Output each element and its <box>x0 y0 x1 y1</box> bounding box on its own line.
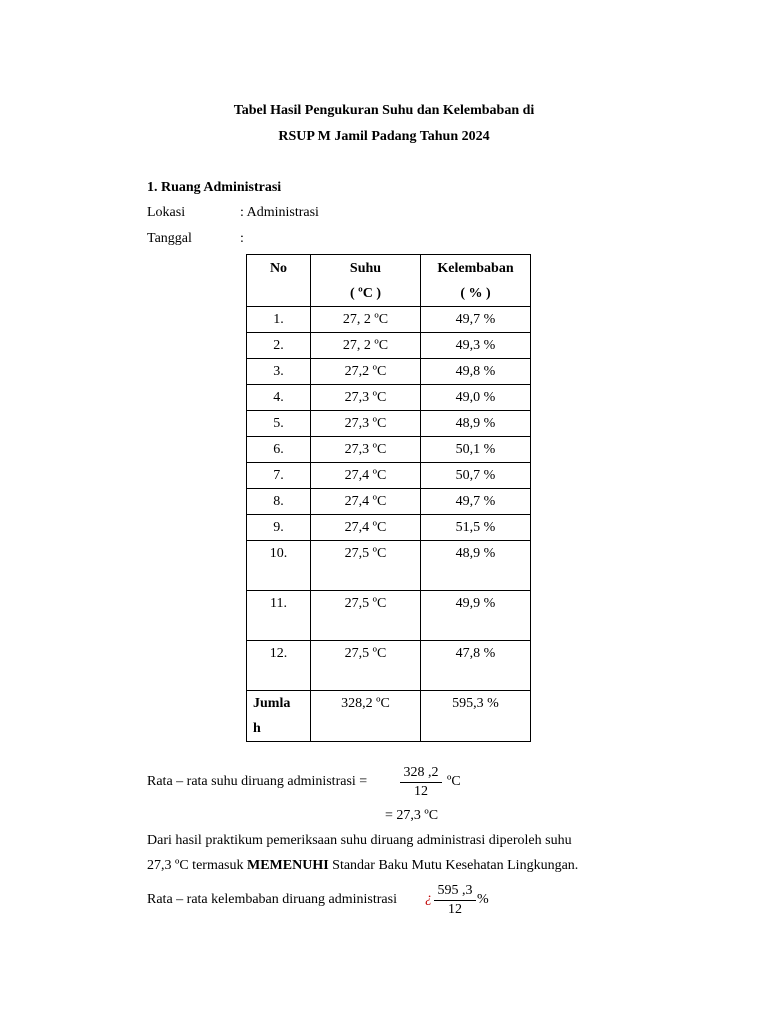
cell-kelembaban: 48,9 % <box>421 411 531 437</box>
table-total-row <box>247 691 531 742</box>
tanggal-label: Tanggal <box>147 231 192 246</box>
table-row <box>247 385 531 411</box>
avg-suhu-denominator: 12 <box>414 784 428 799</box>
table-row <box>247 437 531 463</box>
avg-suhu-result: = 27,3 ºC <box>385 808 439 823</box>
conclusion-status: MEMENUHI <box>247 858 329 873</box>
cell-no: 12. <box>247 641 311 691</box>
cell-kelembaban: 51,5 % <box>421 515 531 541</box>
cell-suhu: 27,3 ºC <box>311 385 421 411</box>
header-kelembaban: Kelembaban ( % ) <box>421 255 531 307</box>
avg-kelembaban-unit: % <box>477 892 489 907</box>
table-row <box>247 489 531 515</box>
avg-suhu-numerator: 328 ,2 <box>403 765 439 780</box>
cell-kelembaban: 50,7 % <box>421 463 531 489</box>
avg-kelembaban-label: Rata – rata kelembaban diruang administrasi <box>147 892 397 907</box>
measurement-table <box>246 254 531 742</box>
document-title-line2: RSUP M Jamil Padang Tahun 2024 <box>278 129 490 144</box>
avg-suhu-unit: ºC <box>447 774 461 789</box>
fraction-bar <box>400 782 442 783</box>
cell-kelembaban: 47,8 % <box>421 641 531 691</box>
avg-kelembaban-fraction <box>434 883 476 918</box>
avg-suhu-label: Rata – rata suhu diruang administrasi = <box>147 774 368 789</box>
cell-total-suhu: 328,2 ºC <box>311 691 421 742</box>
avg-kelembaban-denominator: 12 <box>448 902 462 917</box>
header-no: No <box>247 255 311 307</box>
section-heading: 1. Ruang Administrasi <box>147 180 282 195</box>
cell-kelembaban: 50,1 % <box>421 437 531 463</box>
cell-suhu: 27,4 ºC <box>311 489 421 515</box>
document-title-line1: Tabel Hasil Pengukuran Suhu dan Kelembaban di <box>233 103 535 118</box>
cell-suhu: 27,2 ºC <box>311 359 421 385</box>
cell-no: 4. <box>247 385 311 411</box>
conclusion-line1: Dari hasil praktikum pemeriksaan suhu diruang administrasi diperoleh suhu <box>147 833 572 848</box>
lokasi-value: : Administrasi <box>240 205 319 220</box>
cell-kelembaban: 49,7 % <box>421 489 531 515</box>
table-row <box>247 541 531 591</box>
cell-kelembaban: 49,7 % <box>421 307 531 333</box>
table-row <box>247 463 531 489</box>
table-row <box>247 641 531 691</box>
header-kelembaban-unit: ( % ) <box>460 286 491 301</box>
avg-suhu-fraction <box>400 765 442 800</box>
avg-kelembaban-numerator: 595 ,3 <box>437 883 473 898</box>
cell-kelembaban: 49,0 % <box>421 385 531 411</box>
cell-no: 2. <box>247 333 311 359</box>
cell-no: 7. <box>247 463 311 489</box>
lokasi-label: Lokasi <box>147 205 186 220</box>
cell-no: 8. <box>247 489 311 515</box>
cell-suhu: 27,5 ºC <box>311 541 421 591</box>
table-row <box>247 515 531 541</box>
cell-suhu: 27,5 ºC <box>311 641 421 691</box>
tanggal-value: : <box>240 231 244 246</box>
table-row <box>247 359 531 385</box>
cell-total-kelembaban: 595,3 % <box>421 691 531 742</box>
cell-suhu: 27, 2 ºC <box>311 307 421 333</box>
cell-suhu: 27,3 ºC <box>311 437 421 463</box>
table-row <box>247 333 531 359</box>
header-suhu-unit: ( ºC ) <box>349 286 382 301</box>
cell-kelembaban: 48,9 % <box>421 541 531 591</box>
cell-no: 6. <box>247 437 311 463</box>
table-header-row <box>247 255 531 307</box>
cell-no: 1. <box>247 307 311 333</box>
cell-kelembaban: 49,3 % <box>421 333 531 359</box>
header-suhu: Suhu ( ºC ) <box>311 255 421 307</box>
cell-no: 5. <box>247 411 311 437</box>
cell-no: 3. <box>247 359 311 385</box>
table-row <box>247 307 531 333</box>
table-row <box>247 591 531 641</box>
inverted-question-mark: ¿ <box>425 891 432 906</box>
cell-no: 11. <box>247 591 311 641</box>
cell-suhu: 27,4 ºC <box>311 463 421 489</box>
cell-suhu: 27, 2 ºC <box>311 333 421 359</box>
cell-no: 10. <box>247 541 311 591</box>
cell-suhu: 27,4 ºC <box>311 515 421 541</box>
cell-suhu: 27,3 ºC <box>311 411 421 437</box>
cell-no: 9. <box>247 515 311 541</box>
cell-kelembaban: 49,9 % <box>421 591 531 641</box>
fraction-bar <box>434 900 476 901</box>
cell-total-label: Jumla h <box>247 691 311 742</box>
cell-kelembaban: 49,8 % <box>421 359 531 385</box>
conclusion-line2: 27,3 ºC termasuk MEMENUHI Standar Baku Mutu Kesehatan Lingkungan. <box>147 858 579 873</box>
cell-suhu: 27,5 ºC <box>311 591 421 641</box>
table-row <box>247 411 531 437</box>
